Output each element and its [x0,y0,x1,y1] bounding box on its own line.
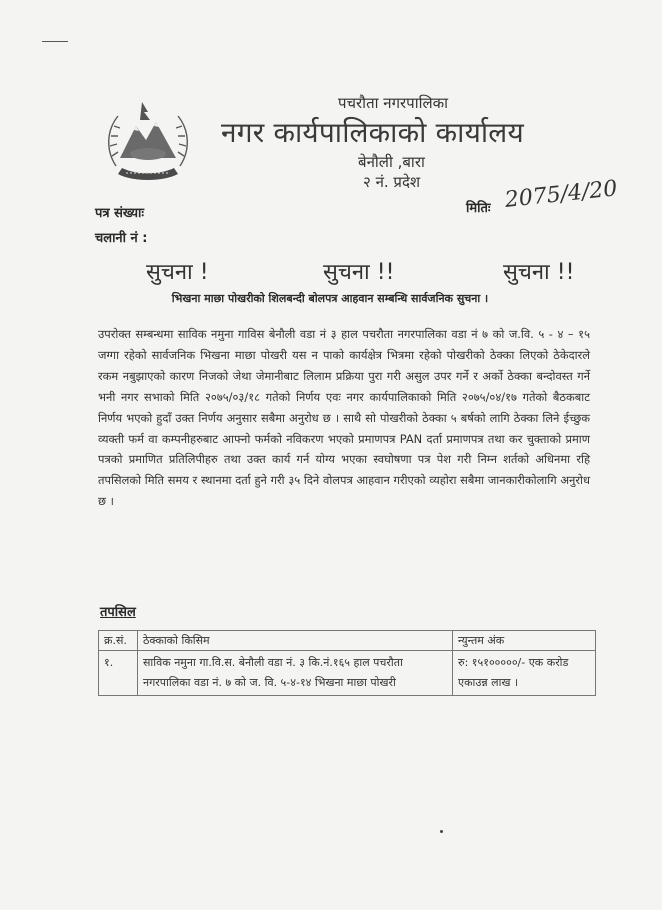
cell-serial: १. [99,651,138,696]
office-location: बेनौली ,बारा [358,153,425,171]
schedule-heading: तपसिल [100,605,136,620]
notice-body: उपरोक्त सम्बन्धमा साविक नमुना गाविस बेनौली वडा नं ३ हाल पचरौता नगरपालिका वडा नं ७ को ज.वि. ५ - ४ – १५ जग्गा रहेको सार्वजनिक भिखना माछा पोखरी यस न पाको कार्यक्षेत्र भित्रमा रहेको पोखरीको ठेक्का लिएको ठेकेदारले रकम नबुझाएको कारण निजको जेथा जेमानीबाट लिलाम प्रक्रिया पुरा गरी असुल उपर गर्ने र अर्को ठेक्का बन्दोवस्त गर्ने भनी नगर सभाको मिति २०७५/०३/१८ गतेको निर्णय एवः नगर कार्यपालिकाको मिति २०७५/०४/१७ गतेको बैठकबाट निर्णय भएको हुदाँ उक्त निर्णय अनुसार सबैमा अनुरोध छ । साथै सो पोखरीको ठेक्का ५ बर्षको लागि ठेक्का लिने ईच्छुक व्यक्ती फर्म वा कम्पनीहरुबाट आफ्नो फर्मको नविकरण भएको प्रमाणपत्र PAN दर्ता प्रमाणपत्र तथा कर चुक्ताको प्रमाण पत्रको प्रमाणित प्रतिलिपीहरु तथा उक्त कार्य गर्न योग्य भएका स्वघोषणा पत्र पेश गरी निम्न शर्तको अधिनमा रहि तपसिलको मिति समय र स्थानमा दर्ता हुने गरी ३५ दिने वोलपत्र आहवान गरीएको व्यहोरा सबैमा जानकारीकोलागि अनुरोध छ । [98,327,590,509]
top-margin-mark [42,41,68,42]
column-header-contract-type: ठेक्काको किसिम [138,631,453,651]
table-row [99,651,596,696]
dispatch-number-label: चलानी नं : [95,231,148,246]
government-emblem-icon [98,96,198,188]
reference-number-label: पत्र संख्याः [95,206,145,221]
column-header-serial: क्र.सं. [99,631,138,651]
scan-speck [440,830,443,833]
notice-heading-1: सुचना ! [146,260,209,285]
notice-heading-2: सुचना !! [323,260,395,285]
column-header-minimum-amount: न्युन्तम अंक [453,631,596,651]
cell-minimum-amount: रु: १५१०००००/- एक करोड एकाउन्न लाख । [453,651,596,696]
municipality-name: पचरौता नगरपालिका [338,94,449,112]
table-header-row [99,631,596,651]
date-label: मितिः [466,201,491,216]
schedule-table [98,630,596,696]
cell-contract-type: साविक नमुना गा.वि.स. बेनौली वडा नं. ३ कि.नं.१६५ हाल पचरौता नगरपालिका वडा नं. ७ को ज. वि. ५-४-१४ भिखना माछा पोखरी [138,651,453,696]
notice-subject: भिखना माछा पोखरीको शिलबन्दी बोलपत्र आहवान सम्बन्धि सार्वजनिक सुचना । [171,292,489,305]
notice-heading-3: सुचना !! [503,260,575,285]
office-name: नगर कार्यपालिकाको कार्यालय [221,116,524,149]
handwritten-date: 2075/4/20 [503,176,619,213]
province-name: २ नं. प्रदेश [363,173,421,191]
